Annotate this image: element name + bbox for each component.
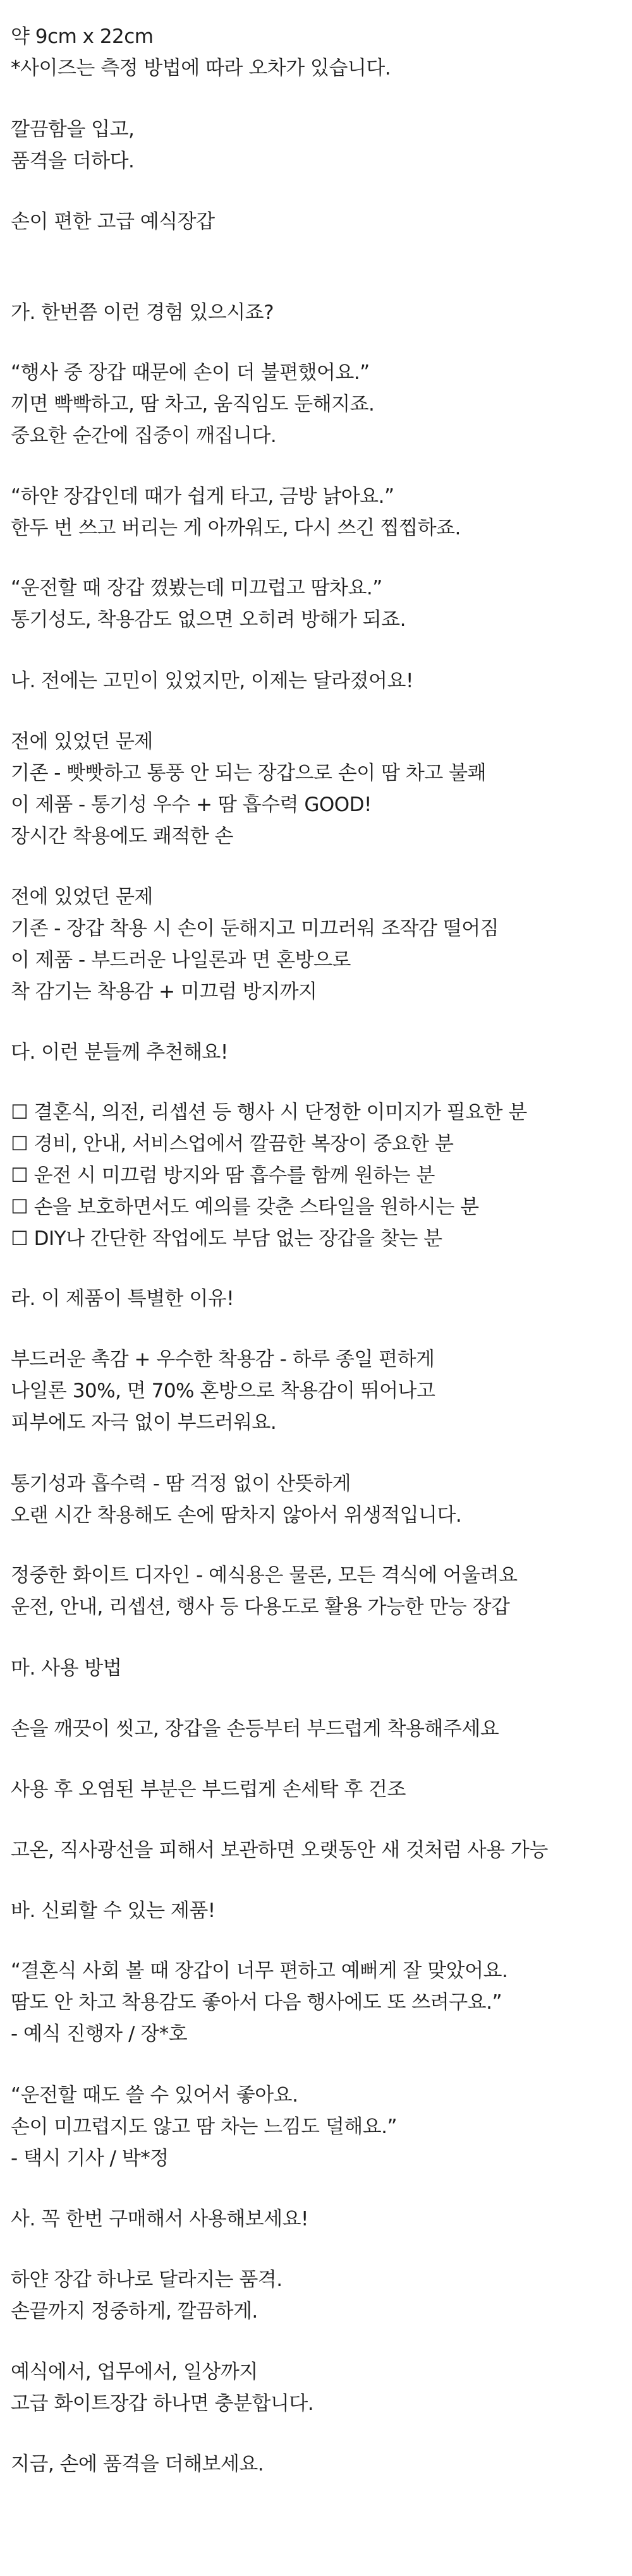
body-line: 끼면 빡빡하고, 땀 차고, 움직임도 둔해지죠.: [11, 393, 375, 416]
section-heading-ga: 가. 한번쯤 이런 경험 있으시죠?: [11, 301, 274, 324]
checklist-item: ☐ 운전 시 미끄럼 방지와 땀 흡수를 함께 원하는 분: [11, 1164, 435, 1187]
feature-title: 통기성과 흡수력 - 땀 걱정 없이 산뜻하게: [11, 1472, 351, 1495]
tagline-line: 품격을 더하다.: [11, 150, 135, 172]
body-line: 중요한 순간에 집중이 깨집니다.: [11, 424, 277, 447]
usage-step: 손을 깨끗이 씻고, 장갑을 손등부터 부드럽게 착용해주세요: [11, 1718, 499, 1740]
feature-title: 부드러운 촉감 + 우수한 착용감 - 하루 종일 편하게: [11, 1348, 435, 1371]
body-line: 나일론 30%, 면 70% 혼방으로 착용감이 뛰어나고: [11, 1380, 435, 1402]
section-heading-da: 다. 이런 분들께 추천해요!: [11, 1041, 228, 1064]
review-line: “결혼식 사회 볼 때 장갑이 너무 편하고 예뻐게 잘 맞았어요.: [11, 1959, 508, 1982]
feature-title: 정중한 화이트 디자인 - 예식용은 물론, 모든 격식에 어울려요: [11, 1564, 518, 1587]
checklist-item: ☐ 경비, 안내, 서비스업에서 깔끔한 복장이 중요한 분: [11, 1133, 454, 1155]
review-author: - 택시 기사 / 박*정: [11, 2147, 169, 2170]
closing-line: 예식에서, 업무에서, 일상까지: [11, 2361, 258, 2383]
closing-line: 손끝까지 정중하게, 깔끔하게.: [11, 2300, 258, 2323]
quote-line: “운전할 때 장갑 꼈봤는데 미끄럽고 땀차요.”: [11, 577, 382, 599]
closing-line: 하얀 장갑 하나로 달라지는 품격.: [11, 2268, 283, 2291]
body-line: 착 감기는 착용감 + 미끄럼 방지까지: [11, 980, 317, 1003]
body-line: 이 제품 - 통기성 우수 + 땀 흡수력 GOOD!: [11, 793, 372, 816]
product-title: 손이 편한 고급 예식장갑: [11, 210, 215, 233]
tagline-line: 깔끔함을 입고,: [11, 118, 135, 141]
body-line: 기존 - 장갑 착용 시 손이 둔해지고 미끄러워 조작감 떨어짐: [11, 917, 499, 940]
body-line: 오랜 시간 착용해도 손에 땀차지 않아서 위생적입니다.: [11, 1504, 462, 1527]
checklist-item: ☐ DIY나 간단한 작업에도 부담 없는 장갑을 찾는 분: [11, 1227, 442, 1250]
problem-label: 전에 있었던 문제: [11, 886, 153, 908]
body-line: 기존 - 빳빳하고 통풍 안 되는 장갑으로 손이 땀 차고 불쾌: [11, 762, 487, 785]
body-line: 한두 번 쓰고 버리는 게 아까워도, 다시 쓰긴 찝찝하죠.: [11, 517, 461, 539]
body-line: 이 제품 - 부드러운 나일론과 면 혼방으로: [11, 949, 351, 972]
usage-step: 사용 후 오염된 부분은 부드럽게 손세탁 후 건조: [11, 1778, 406, 1801]
quote-line: “행사 중 장갑 때문에 손이 더 불편했어요.”: [11, 361, 370, 384]
call-to-action: 지금, 손에 품격을 더해보세요.: [11, 2453, 264, 2476]
review-line: 땀도 안 차고 착용감도 좋아서 다음 행사에도 또 쓰려구요.”: [11, 1991, 502, 2014]
body-line: 통기성도, 착용감도 없으면 오히려 방해가 되죠.: [11, 608, 406, 631]
quote-line: “하얀 장갑인데 때가 쉽게 타고, 금방 낡아요.”: [11, 485, 394, 508]
closing-line: 고급 화이트장갑 하나면 충분합니다.: [11, 2392, 314, 2415]
section-heading-na: 나. 전에는 고민이 있었지만, 이제는 달라졌어요!: [11, 670, 413, 692]
section-heading-sa: 사. 꼭 한번 구매해서 사용해보세요!: [11, 2208, 308, 2230]
body-line: 피부에도 자극 없이 부드러워요.: [11, 1411, 277, 1434]
usage-step: 고온, 직사광선을 피해서 보관하면 오랫동안 새 것처럼 사용 가능: [11, 1839, 548, 1862]
checklist-item: ☐ 손을 보호하면서도 예의를 갖춘 스타일을 원하시는 분: [11, 1196, 479, 1219]
review-line: “운전할 때도 쓸 수 있어서 좋아요.: [11, 2084, 298, 2107]
body-line: 장시간 착용에도 쾌적한 손: [11, 825, 233, 848]
section-heading-ma: 마. 사용 방법: [11, 1657, 122, 1680]
checklist-item: ☐ 결혼식, 의전, 리셉션 등 행사 시 단정한 이미지가 필요한 분: [11, 1101, 527, 1124]
size-spec: 약 9cm x 22cm: [11, 25, 154, 48]
section-heading-ra: 라. 이 제품이 특별한 이유!: [11, 1287, 234, 1310]
problem-label: 전에 있었던 문제: [11, 730, 153, 753]
review-line: 손이 미끄럽지도 않고 땀 차는 느낌도 덜해요.”: [11, 2116, 398, 2138]
size-note: *사이즈는 측정 방법에 따라 오차가 있습니다.: [11, 57, 391, 80]
review-author: - 예식 진행자 / 장*호: [11, 2023, 188, 2045]
body-line: 운전, 안내, 리셉션, 행사 등 다용도로 활용 가능한 만능 장갑: [11, 1596, 510, 1618]
section-heading-ba: 바. 신뢰할 수 있는 제품!: [11, 1899, 216, 1922]
